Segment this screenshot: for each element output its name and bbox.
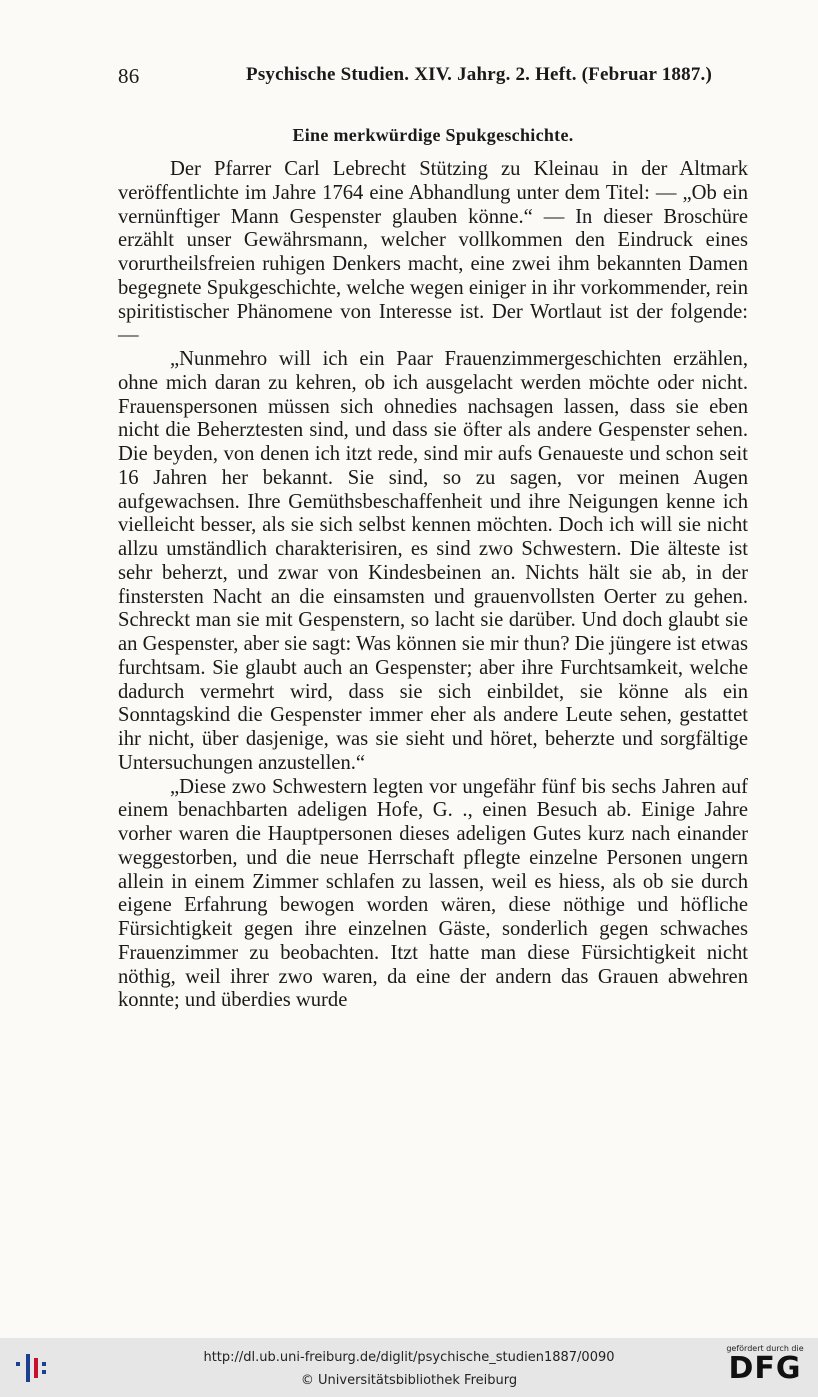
article-body [118,158,748,1013]
paragraph-3: „Diese zwo Schwestern legten vor ungefähr fünf bis sechs Jahren auf einem benachbarten adeligen Hofe, G. ., einen Besuch ab. Einige Jahre vorher waren die Hauptpersonen dieses adeligen Gutes kurz nach einander weggestorben, und die neue Herrschaft pflegte einzelne Personen ungern allein in einem Zimmer schlafen zu lassen, weil es hiess, als ob sie durch eigene Erfahrung bewogen worden wären, diese nöthige und höfliche Fürsichtigkeit gegen ihre einzelnen Gäste, sonderlich gegen schwaches Frauenzimmer zu beobachten. Itzt hatte man diese Fürsichtigkeit nicht nöthig, weil ihrer zwo waren, da eine der andern das Grauen abwehren konnte; und überdies wurde [118,775,748,1012]
dfg-logo [722,1344,808,1392]
sponsor-caption: gefördert durch die [726,1344,804,1353]
article-title: Eine merkwürdige Spukgeschichte. [292,125,574,145]
viewer-footer [0,1338,818,1397]
document-url[interactable]: http://dl.ub.uni-freiburg.de/diglit/psychische_studien1887/0090 [203,1350,615,1365]
paragraph-1: Der Pfarrer Carl Lebrecht Stützing zu Kleinau in der Altmark veröffentlichte im Jahre 1764 eine Abhandlung unter dem Titel: — „Ob ein vernünftiger Mann Gespenster glauben könne.“ — In dieser Broschüre erzählt unser Gewährsmann, welcher vollkommen den Eindruck eines vorurtheilsfreien ruhigen Denkers macht, eine zwei ihm bekannten Damen begegnete Spukgeschichte, welche wegen einiger in ihr vorkommender, rein spiritistischer Phänomene von Interesse ist. Der Wortlaut ist der folgende: — [118,158,748,347]
page-number: 86 [118,64,140,88]
paragraph-2: „Nunmehro will ich ein Paar Frauenzimmergeschichten erzählen, ohne mich daran zu kehren, ob ich ausgelacht werden möchte oder nicht. Frauenspersonen müssen sich ohnedies nachsagen lassen, dass sie eben nicht die Beherztesten sind, und dass sie öfter als andere Gespenster sehen. Die beyden, von denen ich itzt rede, sind mir aufs Genaueste und schon seit 16 Jahren her bekannt. Sie sind, so zu sagen, vor meinen Augen aufgewachsen. Ihre Gemüthsbeschaffenheit und ihre Neigungen kenne ich vielleicht besser, als sie sich selbst kennen möchten. Doch ich will sie nicht allzu umständlich charakterisiren, es sind zwo Schwestern. Die älteste ist sehr beherzt, und zwar von Kindesbeinen an. Nichts hält sie ab, in der finstersten Nacht an die einsamsten und grauenvollsten Oerter zu gehen. Schreckt man sie mit Gespenstern, so lacht sie darüber. Und doch glaubt sie an Gespenster, aber sie sagt: Was können sie mir thun? Die jüngere ist etwas furchtsam. Sie glaubt auch an Gespenster; aber ihre Furchtsamkeit, welche dadurch vermehrt wird, dass sie sich einbildet, sie könne als ein Sonntagskind die Gespenster immer eher als andere Leute sehen, gestattet ihr nicht, über dasjenige, was sie sieht und höret, beherzte und sorgfältige Untersuchungen anzustellen.“ [118,348,748,774]
running-title: Psychische Studien. XIV. Jahrg. 2. Heft. (Februar 1887.) [246,64,712,85]
dfg-logo-text: DFG [728,1351,802,1386]
copyright-notice: © Universitätsbibliothek Freiburg [300,1373,518,1388]
running-head [118,64,712,89]
